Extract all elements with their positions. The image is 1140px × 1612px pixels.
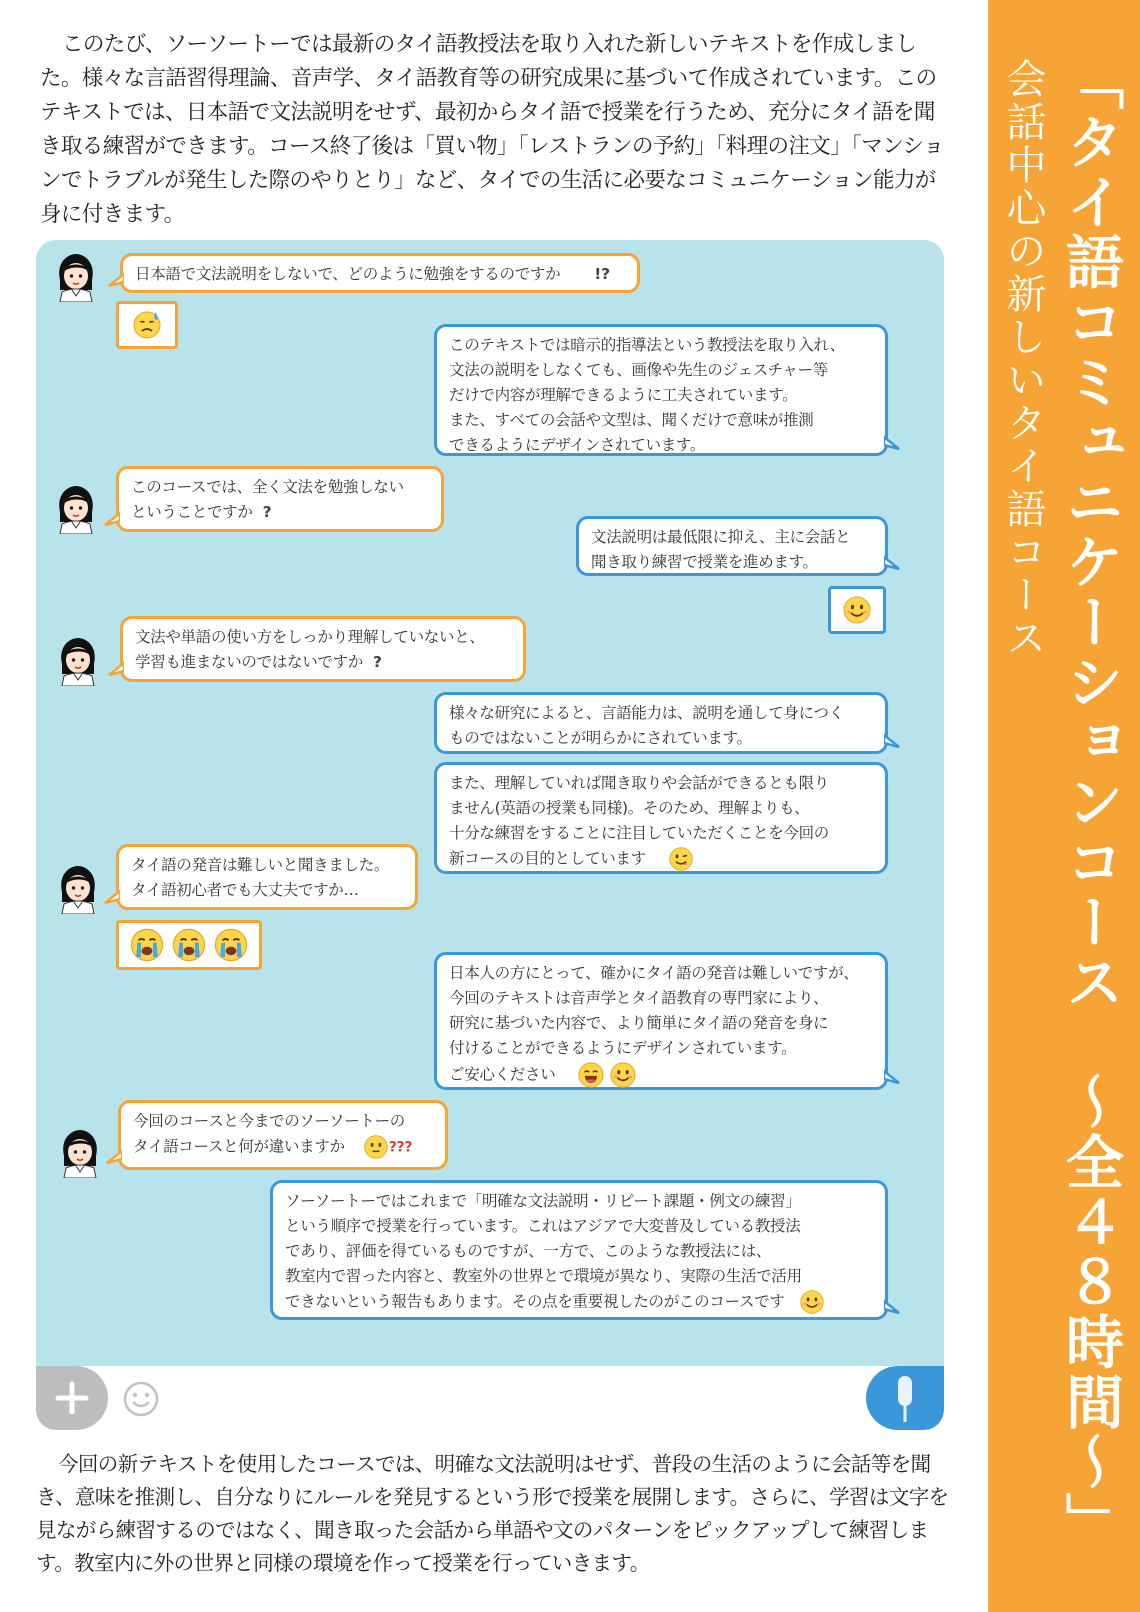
chat-bubble-answer (434, 952, 888, 1090)
emoji-reaction-box (116, 301, 178, 349)
chat-message-text: このテキストでは暗示的指導法という教授法を取り入れ、 文法の説明をしなくても、画像や先生のジェスチャー等 だけで内容が理解できるように工夫されています。 また、すべての会話や文型は、聞くだけで意味が推測 できるようにデザインされています。 (449, 336, 845, 454)
microphone-button[interactable] (866, 1366, 944, 1430)
chat-message-text: 文法説明は最低限に抑え、主に会話と 聞き取り練習で授業を進めます。 (591, 528, 851, 571)
chat-message-text: タイ語の発音は難しいと聞きました。 タイ語初心者でも大丈夫ですか… (131, 856, 390, 899)
chat-bubble-question (120, 616, 526, 682)
chat-message-text: このコースでは、全く文法を勉強しない ということですか (131, 478, 404, 521)
girl-avatar-icon (56, 1128, 104, 1178)
chat-bubble-question (118, 1100, 448, 1170)
chat-message-text: 今回のコースと今までのソーソートーの タイ語コースと何が違いますか (133, 1112, 405, 1156)
question-marks: ??? (388, 1139, 413, 1156)
chat-input-bar[interactable] (36, 1366, 944, 1430)
smile-face-icon (799, 1289, 825, 1315)
chat-bubble-question (116, 466, 444, 532)
girl-avatar-icon (54, 636, 102, 686)
chat-bubble-question (116, 844, 418, 910)
exclaim-question-mark: !? (594, 265, 610, 283)
crying-face-icon (213, 927, 249, 963)
question-mark: ? (262, 503, 272, 521)
chat-bubble-answer (434, 324, 888, 456)
chat-panel (36, 240, 944, 1430)
crying-face-icon (129, 927, 165, 963)
microphone-icon (866, 1366, 944, 1430)
wink-face-icon (668, 846, 694, 872)
chat-bubble-answer (434, 762, 888, 874)
girl-avatar-icon (52, 484, 100, 534)
outro-paragraph: 今回の新テキストを使用したコースでは、明確な文法説明はせず、普段の生活のように会話等を聞き、意味を推測し、自分なりにルールを発見するという形で授業を展開します。さらに、学習は文字を見ながら練習するのではなく、聞き取った会話から単語や文のパターンをピックアップして練習します。教室内に外の世界と同様の環境を作って授業を行っていきます。 (36, 1452, 949, 1575)
crying-face-icon (171, 927, 207, 963)
course-subtitle: 会話中心の新しいタイ語コース (1000, 58, 1046, 660)
chat-message-text: 様々な研究によると、言語能力は、説明を通して身につく ものではないことが明らかにされています。 (449, 704, 844, 747)
add-button[interactable] (36, 1366, 108, 1430)
chat-message-text: ソーソートーではこれまで「明確な文法説明・リピート課題・例文の練習」 という順序で授業を行っています。これはアジアで大変普及している教授法 であり、評価を得ているものですが、一方で、このような教授法には、 教室内で習った内容と、教室外の世界とで環境が異なり、実際の生活で活用 できないという報告もあります。その点を重要視したのがこのコースです (285, 1192, 802, 1311)
smile-face-icon (609, 1061, 637, 1089)
question-mark: ? (373, 653, 382, 671)
chat-message-text: 文法や単語の使い方をしっかり理解していないと、 学習も進まないのではないですか (135, 628, 485, 671)
emoji-smile-icon[interactable] (122, 1380, 160, 1418)
girl-avatar-icon (54, 864, 102, 914)
girl-avatar-icon (52, 252, 100, 302)
chat-message-text: 日本人の方にとって、確かにタイ語の発音は難しいですが、 今回のテキストは音声学とタイ語教育の専門家により、 研究に基づいた内容で、より簡単にタイ語の発音を身に 付けることができるようにデザインされています。 ご安心ください (449, 964, 859, 1084)
chat-bubble-answer (270, 1180, 888, 1320)
laughing-face-icon (577, 1061, 605, 1089)
chat-bubble-answer (576, 516, 888, 576)
course-title: 「タイ語コミュニケーションコース ～全４８時間～」 (1056, 52, 1124, 1552)
emoji-reaction-box (116, 920, 262, 970)
plus-icon (36, 1366, 108, 1430)
emoji-reaction-box (828, 586, 886, 634)
smile-face-icon (842, 595, 872, 625)
chat-message-text: また、理解していれば聞き取りや会話ができるとも限り ません(英語の授業も同様)。そのため、理解よりも、 十分な練習をすることに注目していただくことを今回の 新コースの目的としています (449, 774, 830, 868)
intro-paragraph: このたび、ソーソートーでは最新のタイ語教授法を取り入れた新しいテキストを作成しました。様々な言語習得理論、音声学、タイ語教育等の研究成果に基づいて作成されています。このテキストでは、日本語で文法説明をせず、最初からタイ語で授業を行うため、充分にタイ語を聞き取る練習ができます。コース終了後は「買い物」「レストランの予約」「料理の注文」「マンションでトラブルが発生した際のやりとり」など、タイでの生活に必要なコミュニケーション能力が身に付きます。 (40, 32, 944, 227)
neutral-face-icon (363, 1134, 389, 1160)
chat-bubble-question (120, 253, 640, 293)
chat-message-text: 日本語で文法説明をしないで、どのように勉強をするのですか (135, 265, 561, 283)
sweat-face-icon (132, 310, 162, 340)
chat-bubble-answer (434, 692, 888, 754)
